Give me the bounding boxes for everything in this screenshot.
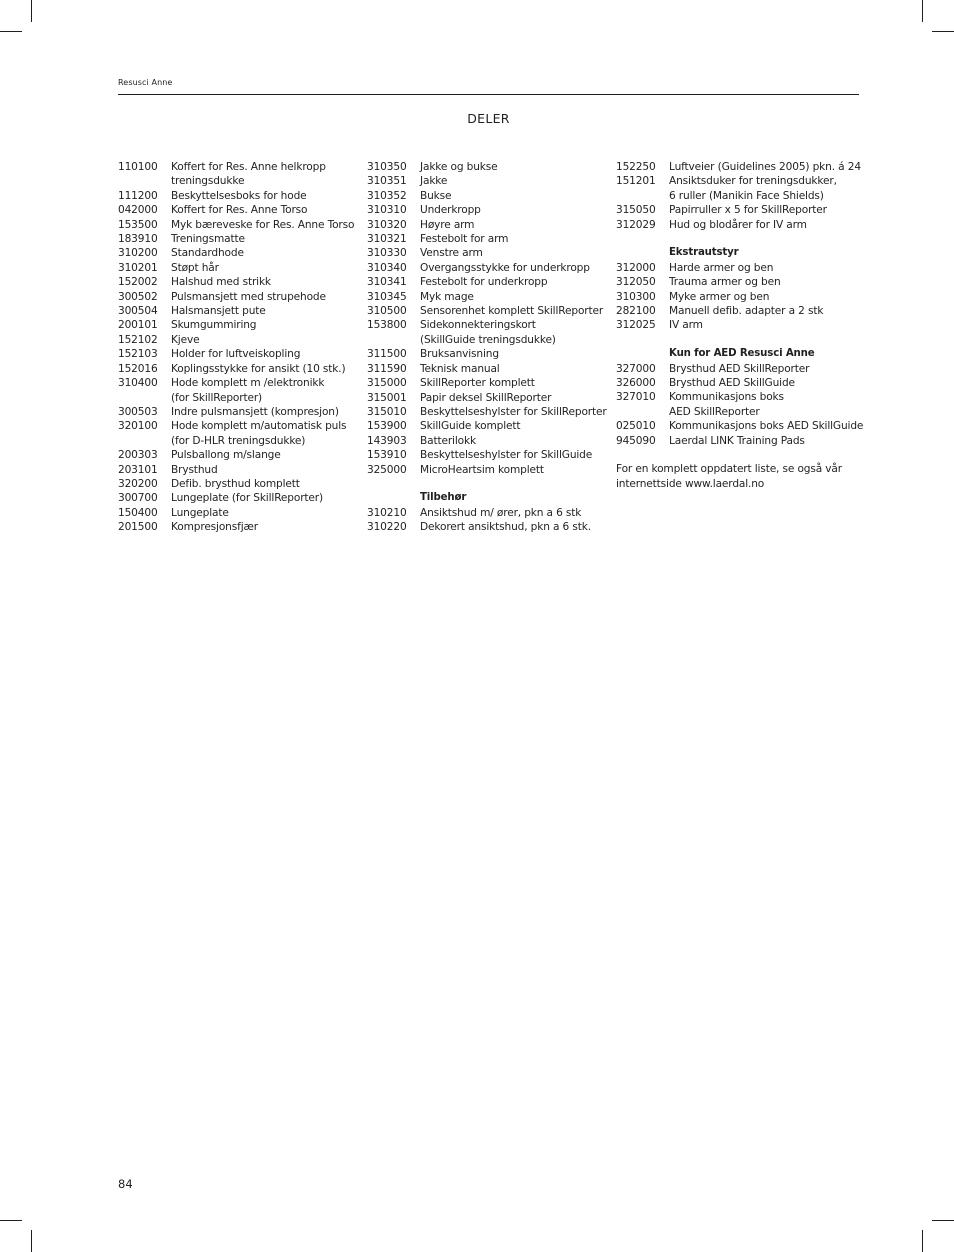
part-row xyxy=(118,506,354,520)
part-number: 200101 xyxy=(118,319,158,332)
page-number: 84 xyxy=(118,1177,133,1191)
part-description: Halsmansjett pute xyxy=(171,305,266,318)
part-description: Holder for luftveiskopling xyxy=(171,348,301,361)
part-number: 310500 xyxy=(367,305,407,318)
part-description: Kjeve xyxy=(171,333,200,346)
part-number: 310341 xyxy=(367,276,407,289)
part-description: AED SkillReporter xyxy=(669,405,760,418)
part-row xyxy=(118,347,354,361)
part-row xyxy=(118,203,354,217)
part-description: Beskyttelseshylster for SkillReporter xyxy=(420,405,607,418)
part-description: Kompresjonsfjær xyxy=(171,521,258,534)
part-description: Brysthud xyxy=(171,463,218,476)
part-row xyxy=(118,434,354,448)
part-number: 310321 xyxy=(367,233,407,246)
part-description: Kommunikasjons boks AED SkillGuide xyxy=(669,420,864,433)
part-description: Myk bæreveske for Res. Anne Torso xyxy=(171,218,355,231)
part-number: 310340 xyxy=(367,261,407,274)
crop-mark-top-right-v xyxy=(922,0,923,22)
part-description: Jakke og bukse xyxy=(420,161,498,173)
part-description: Teknisk manual xyxy=(420,362,500,375)
part-description: Koplingsstykke for ansikt (10 stk.) xyxy=(171,362,346,375)
part-description: Brysthud AED SkillReporter xyxy=(669,362,810,375)
part-row xyxy=(367,304,607,318)
part-row xyxy=(367,174,607,188)
part-row xyxy=(616,434,863,448)
part-number: 310351 xyxy=(367,175,407,188)
part-number: 152103 xyxy=(118,348,158,361)
part-row xyxy=(616,218,863,232)
part-number: 310310 xyxy=(367,204,407,217)
part-row xyxy=(367,218,607,232)
part-number xyxy=(118,434,171,448)
part-number: 310210 xyxy=(367,506,407,519)
part-row xyxy=(118,290,354,304)
part-row xyxy=(118,275,354,289)
part-description: Brysthud AED SkillGuide xyxy=(669,377,795,390)
part-description: SkillGuide komplett xyxy=(420,420,521,433)
part-description: Batterilokk xyxy=(420,434,476,447)
part-description: MicroHeartsim komplett xyxy=(420,463,544,476)
part-number: 200303 xyxy=(118,449,158,462)
part-row xyxy=(118,218,354,232)
part-row xyxy=(367,391,607,405)
part-number: 310201 xyxy=(118,261,158,274)
parts-column-2 xyxy=(367,160,607,535)
part-description: Pulsballong m/slange xyxy=(171,449,281,462)
part-row xyxy=(616,261,863,275)
part-description: Sensorenhet komplett SkillReporter xyxy=(420,305,604,318)
part-number: 310300 xyxy=(616,290,656,303)
part-number: 312050 xyxy=(616,276,656,289)
part-number: 310400 xyxy=(118,377,158,390)
part-number: 311500 xyxy=(367,348,407,361)
part-number: 315001 xyxy=(367,391,407,404)
crop-mark-bottom-left-v xyxy=(31,1230,32,1252)
part-number: 152102 xyxy=(118,333,158,346)
part-row xyxy=(118,232,354,246)
part-row xyxy=(118,491,354,505)
spacer xyxy=(616,448,863,462)
part-description: Standardhode xyxy=(171,247,244,260)
part-description: Hode komplett m /elektronikk xyxy=(171,377,325,390)
part-description: Treningsmatte xyxy=(171,233,245,246)
part-description: Trauma armer og ben xyxy=(669,276,781,289)
part-row xyxy=(367,246,607,260)
part-number: 152016 xyxy=(118,362,158,375)
spacer xyxy=(616,333,863,347)
part-description: Beskyttelsesboks for hode xyxy=(171,189,307,202)
spacer xyxy=(616,232,863,246)
page-title: DELER xyxy=(467,111,510,126)
part-number: 150400 xyxy=(118,506,158,519)
part-number: 310345 xyxy=(367,290,407,303)
part-description: Bruksanvisning xyxy=(420,348,499,361)
part-description: (for SkillReporter) xyxy=(171,391,263,404)
part-number: 042000 xyxy=(118,204,158,217)
part-number: 300503 xyxy=(118,405,158,418)
part-row xyxy=(367,290,607,304)
part-row xyxy=(616,174,863,188)
part-number: 315000 xyxy=(367,377,407,390)
part-row xyxy=(118,362,354,376)
part-number xyxy=(616,189,669,203)
part-row xyxy=(118,333,354,347)
part-description: Luftveier (Guidelines 2005) pkn. á 24 xyxy=(669,161,861,173)
part-row xyxy=(367,448,607,462)
part-description: Høyre arm xyxy=(420,218,475,231)
part-number xyxy=(118,391,171,405)
header-rule xyxy=(118,94,859,95)
spacer xyxy=(367,477,607,491)
part-number: 143903 xyxy=(367,434,407,447)
part-number: 312000 xyxy=(616,261,656,274)
part-description: IV arm xyxy=(669,319,703,332)
part-number: 310320 xyxy=(367,218,407,231)
part-row xyxy=(118,261,354,275)
part-number: 310220 xyxy=(367,521,407,534)
part-row xyxy=(616,290,863,304)
part-row xyxy=(118,477,354,491)
part-number: 152250 xyxy=(616,161,656,173)
part-row xyxy=(616,390,863,404)
part-description: Koffert for Res. Anne helkropp xyxy=(171,161,326,173)
part-number: 153500 xyxy=(118,218,158,231)
section-heading: Tilbehør xyxy=(420,492,467,504)
part-description: Overgangsstykke for underkropp xyxy=(420,261,590,274)
part-row xyxy=(367,506,607,520)
crop-mark-top-left-h xyxy=(0,31,22,32)
part-row xyxy=(367,434,607,448)
part-number: 320100 xyxy=(118,420,158,433)
part-row xyxy=(118,520,354,534)
part-description: Ansiktsduker for treningsdukker, xyxy=(669,175,837,188)
part-description: SkillReporter komplett xyxy=(420,377,535,390)
part-description: Laerdal LINK Training Pads xyxy=(669,434,805,447)
part-number: 153910 xyxy=(367,449,407,462)
part-description: (for D-HLR treningsdukke) xyxy=(171,434,306,447)
part-description: Støpt hår xyxy=(171,261,219,274)
crop-mark-bottom-right-h xyxy=(932,1220,954,1221)
part-row xyxy=(367,362,607,376)
part-row xyxy=(616,376,863,390)
part-number xyxy=(118,174,171,188)
part-description: Venstre arm xyxy=(420,247,483,260)
part-number: 310350 xyxy=(367,161,407,173)
crop-mark-top-right-h xyxy=(932,31,954,32)
part-number: 111200 xyxy=(118,189,158,202)
part-number xyxy=(367,333,420,347)
part-row xyxy=(118,189,354,203)
part-description: Underkropp xyxy=(420,204,481,217)
part-number: 153900 xyxy=(367,420,407,433)
part-row xyxy=(118,463,354,477)
part-description: Kommunikasjons boks xyxy=(669,391,784,404)
part-number: 327000 xyxy=(616,362,656,375)
part-row xyxy=(616,275,863,289)
part-description: Papir deksel SkillReporter xyxy=(420,391,552,404)
part-description: Pulsmansjett med strupehode xyxy=(171,290,326,303)
part-description: Papirruller x 5 for SkillReporter xyxy=(669,204,827,217)
part-number: 327010 xyxy=(616,391,656,404)
crop-mark-top-left-v xyxy=(31,0,32,22)
part-number: 315050 xyxy=(616,204,656,217)
part-row xyxy=(367,232,607,246)
part-description: Bukse xyxy=(420,189,452,202)
part-number: 320200 xyxy=(118,477,158,490)
part-number: 300700 xyxy=(118,492,158,505)
part-row xyxy=(367,376,607,390)
part-description: Myke armer og ben xyxy=(669,290,770,303)
part-row xyxy=(118,318,354,332)
part-row xyxy=(367,347,607,361)
part-row xyxy=(118,160,354,174)
footnote-line: internettside www.laerdal.no xyxy=(616,477,765,490)
part-description: 6 ruller (Manikin Face Shields) xyxy=(669,189,824,202)
part-description: Festebolt for arm xyxy=(420,233,509,246)
part-number: 310352 xyxy=(367,189,407,202)
part-description: Skumgummiring xyxy=(171,319,257,332)
section-heading: Kun for AED Resusci Anne xyxy=(669,348,815,360)
part-row xyxy=(616,318,863,332)
crop-mark-bottom-right-v xyxy=(922,1230,923,1252)
parts-column-3 xyxy=(616,160,863,491)
part-row xyxy=(118,391,354,405)
part-row xyxy=(118,246,354,260)
part-description: Myk mage xyxy=(420,290,474,303)
part-row xyxy=(367,463,607,477)
part-row xyxy=(616,304,863,318)
part-description: Ansiktshud m/ ører, pkn a 6 stk xyxy=(420,506,582,519)
part-description: Halshud med strikk xyxy=(171,276,271,289)
part-description: Dekorert ansiktshud, pkn a 6 stk. xyxy=(420,521,591,534)
part-number: 203101 xyxy=(118,463,158,476)
part-number: 310200 xyxy=(118,247,158,260)
part-row xyxy=(367,203,607,217)
part-number: 312025 xyxy=(616,319,656,332)
part-number: 312029 xyxy=(616,218,656,231)
part-number: 945090 xyxy=(616,434,656,447)
part-description: Beskyttelseshylster for SkillGuide xyxy=(420,449,593,462)
part-number: 152002 xyxy=(118,276,158,289)
part-number xyxy=(616,405,669,419)
part-row xyxy=(367,160,607,174)
part-row xyxy=(367,318,607,332)
part-description: Lungeplate xyxy=(171,506,229,519)
section-heading: Ekstrautstyr xyxy=(669,247,739,259)
part-description: (SkillGuide treningsdukke) xyxy=(420,333,556,346)
part-number: 282100 xyxy=(616,305,656,318)
part-row xyxy=(616,405,863,419)
part-number: 153800 xyxy=(367,319,407,332)
part-description: Lungeplate (for SkillReporter) xyxy=(171,492,323,505)
part-row xyxy=(367,419,607,433)
part-row xyxy=(118,304,354,318)
part-row xyxy=(118,174,354,188)
crop-mark-bottom-left-h xyxy=(0,1220,22,1221)
part-description: treningsdukke xyxy=(171,175,245,188)
part-number: 310330 xyxy=(367,247,407,260)
part-number: 326000 xyxy=(616,377,656,390)
part-row xyxy=(118,405,354,419)
part-row xyxy=(616,160,863,174)
part-row xyxy=(367,261,607,275)
part-number: 300504 xyxy=(118,305,158,318)
part-row xyxy=(118,419,354,433)
part-description: Sidekonnekteringskort xyxy=(420,319,536,332)
part-number: 183910 xyxy=(118,233,158,246)
part-row xyxy=(367,520,607,534)
part-number: 300502 xyxy=(118,290,158,303)
part-row xyxy=(616,189,863,203)
part-description: Indre pulsmansjett (kompresjon) xyxy=(171,405,339,418)
part-description: Manuell defib. adapter a 2 stk xyxy=(669,305,824,318)
part-description: Defib. brysthud komplett xyxy=(171,477,300,490)
part-description: Harde armer og ben xyxy=(669,261,774,274)
part-number: 110100 xyxy=(118,161,158,173)
running-header: Resusci Anne xyxy=(118,78,173,87)
part-row xyxy=(367,333,607,347)
part-row xyxy=(118,448,354,462)
part-number: 151201 xyxy=(616,175,656,188)
part-row xyxy=(367,189,607,203)
part-number: 311590 xyxy=(367,362,407,375)
footnote-line: For en komplett oppdatert liste, se også vår xyxy=(616,463,842,476)
part-description: Hud og blodårer for IV arm xyxy=(669,218,807,231)
part-description: Koffert for Res. Anne Torso xyxy=(171,204,308,217)
part-description: Hode komplett m/automatisk puls xyxy=(171,420,347,433)
part-row xyxy=(616,362,863,376)
part-description: Festebolt for underkropp xyxy=(420,276,548,289)
part-number: 315010 xyxy=(367,405,407,418)
part-row xyxy=(616,419,863,433)
parts-column-1 xyxy=(118,160,354,535)
part-row xyxy=(118,376,354,390)
part-number: 025010 xyxy=(616,420,656,433)
part-row xyxy=(367,275,607,289)
part-description: Jakke xyxy=(420,175,448,188)
part-row xyxy=(367,405,607,419)
part-number: 201500 xyxy=(118,521,158,534)
part-number: 325000 xyxy=(367,463,407,476)
part-row xyxy=(616,203,863,217)
